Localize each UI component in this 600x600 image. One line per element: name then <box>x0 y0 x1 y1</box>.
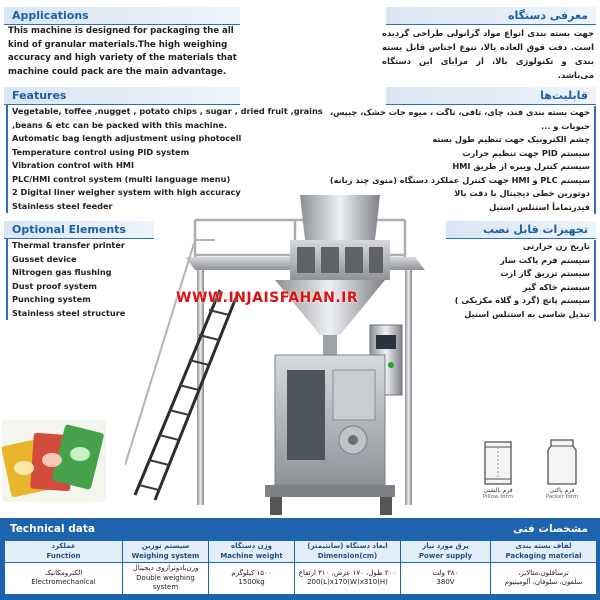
feature-item: Temperature control using PID system <box>6 146 323 160</box>
optional-fa-item: سیستم خاکه گیر <box>426 281 596 295</box>
feature-item: Automatic bag length adjustment using photocell <box>6 132 323 146</box>
technical-data-title-fa: مشخصات فنی <box>512 523 588 535</box>
table-header-cell: وزن دستگاه Machine weight <box>209 541 295 563</box>
feature-fa-item: جهت بسته بندی قند، چای، تافی، ناگت ، میوه جات خشک، چیپس، <box>356 106 596 120</box>
optional-item: Gusset device <box>6 253 125 267</box>
feature-fa-item: چشم الکترونیک جهت تنظیم طول بسته <box>356 133 596 147</box>
optional-item: Stainless steel structure <box>6 307 125 321</box>
feature-fa-item: فیدرتمامأ استنلس استیل <box>356 201 596 215</box>
pillow-bag-label: فرم بالشتی Pillow form <box>482 487 514 500</box>
feature-fa-item: سیستم PLC و HMI جهت کنترل عملکرد دستگاه (منوی چند زبانه) <box>356 174 596 188</box>
optional-item: Thermal transfer printer <box>6 239 125 253</box>
feature-fa-item: سیستم کنترل ویبره از طریق HMI <box>356 160 596 174</box>
optional-heading: Optional Elements <box>4 221 154 238</box>
applications-text: This machine is designed for packaging the all kind of granular materials.The high weighing accuracy and high variety of the materials that machine could pack are the main advantage. <box>8 26 237 77</box>
optional-fa-list <box>426 240 596 321</box>
feature-item: ,beans & etc can be packed with this machine. <box>6 119 323 133</box>
feature-item: Vegetable, toffee ,nugget , potato chips , sugar , dried fruit ,grains <box>6 105 323 119</box>
optional-fa-heading-rule <box>446 238 596 239</box>
table-cell: ۱۵۰۰ کیلوگرم 1500kg <box>209 563 295 595</box>
packet-bag-label: فرم پاکتی Packet form <box>545 487 579 500</box>
optional-item: Punching system <box>6 293 125 307</box>
optional-fa-heading: تجهیزات قابل نصب <box>446 221 596 238</box>
table-header-cell: برق مورد نیاز Power supply <box>401 541 491 563</box>
snack-packs-image <box>2 420 106 502</box>
optional-fa-item: سیستم پانچ (گرد و گلاه مکزیکی ) <box>426 294 596 308</box>
optional-fa-item: سیستم تزریق گاز ازت <box>426 267 596 281</box>
applications-heading: Applications <box>4 7 240 24</box>
optional-fa-item: تاریخ زن حرارتی <box>426 240 596 254</box>
table-row <box>5 563 597 595</box>
feature-item: Vibration control with HMI <box>6 159 323 173</box>
intro-fa-heading-rule <box>386 24 596 25</box>
optional-fa-item: تبدیل شاسی به استنلس استیل <box>426 308 596 322</box>
pillow-bag-icon <box>482 440 514 486</box>
optional-item: Nitrogen gas flushing <box>6 266 125 280</box>
table-header-row <box>5 541 597 563</box>
table-header-cell: سیستم توزین Weighing system <box>123 541 209 563</box>
table-cell: ترسافلون،متالایز، سلفون، سلوفان، آلومینیوم <box>491 563 597 595</box>
table-header-cell: ابعاد دستگاه (سانتیمتر) Dimension(cm) <box>295 541 401 563</box>
features-fa-heading: قابلیت‌ها <box>386 87 596 104</box>
feature-fa-item: سیستم PID جهت تنظیم حرارت <box>356 147 596 161</box>
table-cell: ۲۰۰ طول، ۱۷۰ عرض، ۳۱۰ ارتفاع 200(L)x170(W)x310(H) <box>295 563 401 595</box>
table-header-cell: لفاف بسته بندی Packaging material <box>491 541 597 563</box>
table-cell: ۳۸۰ ولت 380V <box>401 563 491 595</box>
feature-item: PLC/HMI control system (multi language menu) <box>6 173 323 187</box>
technical-data-table <box>4 540 597 595</box>
packet-bag-icon <box>545 438 579 486</box>
features-fa-heading-rule <box>386 104 596 105</box>
technical-data-title-en: Technical data <box>10 523 95 535</box>
feature-fa-item: حبوبات و ... <box>356 120 596 134</box>
packaging-machine-illustration <box>125 195 445 517</box>
intro-fa-text: جهت بسته بندی انواع مواد گرانولی طراحی گردیده است. دقت فوق العاده بالا، تنوع اجناس قابل بسته بندی و تکنولوژی بالا، از مزایای این دستگاه می‌باشد. <box>382 28 594 80</box>
optional-list <box>6 239 125 320</box>
feature-item: Stainless steel feeder <box>6 200 323 214</box>
optional-item: Dust proof system <box>6 280 125 294</box>
feature-item: 2 Digital liner weigher system with high accuracy <box>6 186 323 200</box>
table-cell: الکترومکانیک Electromechanical <box>5 563 123 595</box>
watermark-url: WWW.INJAISFAHAN.IR <box>176 290 359 306</box>
intro-fa-heading: معرفی دستگاه <box>386 7 596 24</box>
table-cell: وزن‌بادوترازوی دیجیتال Double weighing system <box>123 563 209 595</box>
features-heading: Features <box>4 87 240 104</box>
table-header-cell: عملکرد Function <box>5 541 123 563</box>
feature-fa-item: دوتوزین خطی دیجیتال با دقت بالا <box>356 187 596 201</box>
optional-fa-item: سیستم فرم پاکت ساز <box>426 254 596 268</box>
